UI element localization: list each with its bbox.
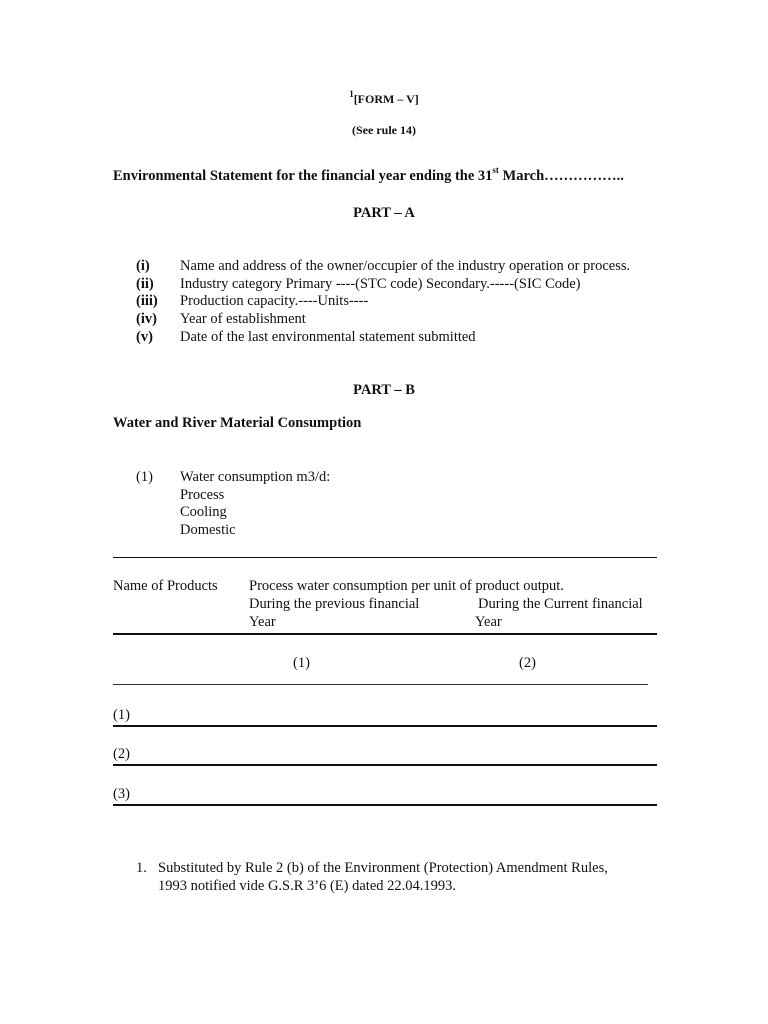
- table-row-1-label: (1): [113, 707, 130, 723]
- water-item-label: Water consumption m3/d:: [180, 469, 331, 485]
- part-a-num-2: (ii): [136, 276, 154, 292]
- footnote-marker: 1: [349, 89, 354, 99]
- statement-sup: st: [492, 165, 499, 176]
- water-sub-cooling: Cooling: [180, 504, 227, 520]
- water-item-num: (1): [136, 469, 153, 485]
- col-num-1: (1): [293, 655, 310, 671]
- col-header-products: Name of Products: [113, 578, 218, 594]
- part-a-text-3: Production capacity.----Units----: [180, 293, 369, 309]
- form-title: [0, 89, 768, 107]
- table-row-3-line: [113, 804, 657, 806]
- table-row-1-line: [113, 725, 657, 727]
- part-b-heading: PART – B: [353, 382, 415, 398]
- statement-title: [113, 165, 624, 185]
- part-a-num-1: (i): [136, 258, 150, 274]
- part-a-num-5: (v): [136, 329, 153, 345]
- footnote-line-1: Substituted by Rule 2 (b) of the Environment (Protection) Amendment Rules,: [158, 860, 608, 876]
- statement-tail: March……………..: [498, 168, 624, 184]
- col-header-curr-2: Year: [475, 614, 502, 630]
- col-header-curr-1: During the Current financial: [478, 596, 643, 612]
- table-row-3-label: (3): [113, 786, 130, 802]
- part-a-text-4: Year of establishment: [180, 311, 306, 327]
- footnote-num: 1.: [136, 860, 147, 876]
- col-header-prev-1: During the previous financial: [249, 596, 420, 612]
- col-header-process-water: Process water consumption per unit of product output.: [249, 578, 564, 594]
- water-sub-process: Process: [180, 487, 225, 503]
- col-header-prev-2: Year: [249, 614, 276, 630]
- table-sub-rule: [113, 684, 648, 685]
- part-a-num-4: (iv): [136, 311, 157, 327]
- footnote-line-2: 1993 notified vide G.S.R 3’6 (E) dated 22.04.1993.: [158, 878, 457, 894]
- part-a-num-3: (iii): [136, 293, 158, 309]
- form-title-text: [FORM – V]: [353, 92, 419, 106]
- col-num-2: (2): [519, 655, 536, 671]
- part-a-text-2: Industry category Primary ----(STC code) Secondary.-----(SIC Code): [180, 276, 581, 292]
- table-header-rule: [113, 633, 657, 635]
- part-a-text-5: Date of the last environmental statement submitted: [180, 329, 476, 345]
- table-top-rule: [113, 557, 657, 558]
- water-sub-domestic: Domestic: [180, 522, 236, 538]
- part-a-heading: PART – A: [353, 205, 415, 221]
- table-row-2-label: (2): [113, 746, 130, 762]
- part-b-subheading: Water and River Material Consumption: [113, 415, 362, 431]
- statement-text: Environmental Statement for the financial year ending the 31: [113, 168, 493, 184]
- part-a-text-1: Name and address of the owner/occupier of the industry operation or process.: [180, 258, 631, 274]
- table-row-2-line: [113, 764, 657, 766]
- see-rule: (See rule 14): [352, 123, 416, 137]
